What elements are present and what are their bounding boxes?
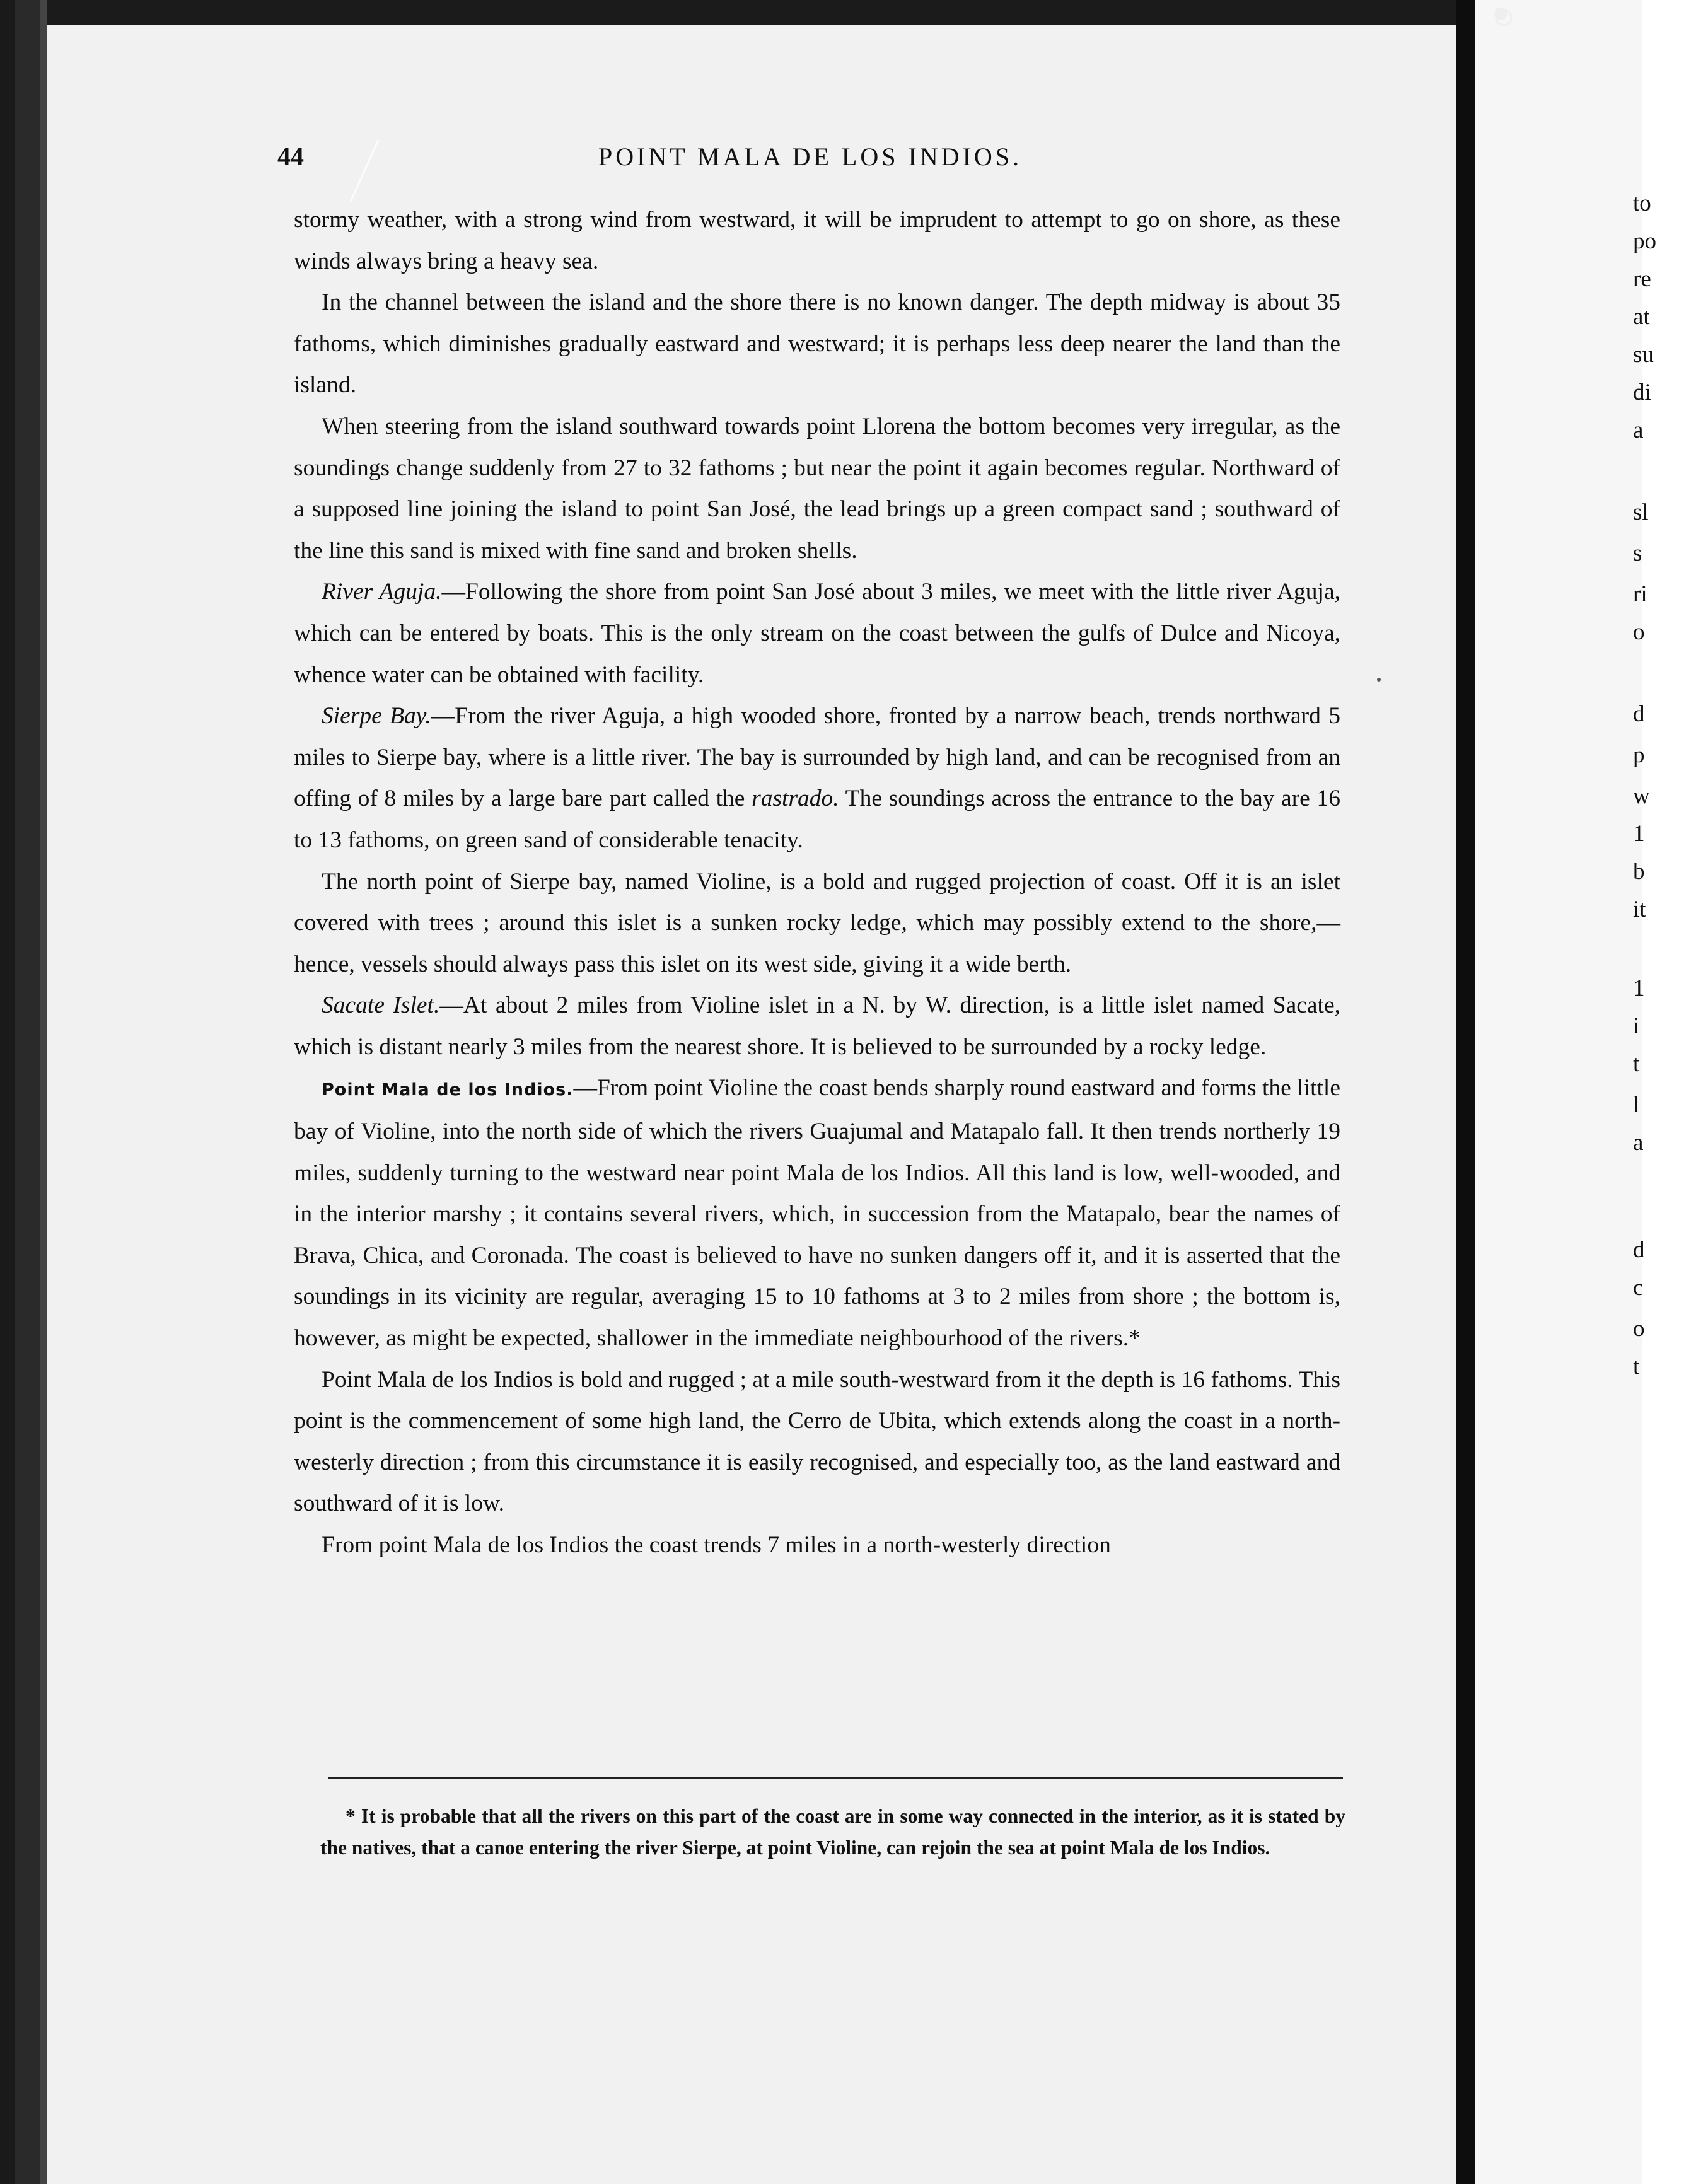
next-page-fragment: i (1633, 1013, 1640, 1039)
next-page-fragment: ri (1633, 581, 1647, 607)
paragraph: The north point of Sierpe bay, named Violine, is a bold and rugged projection of coast. Off it is an islet covered with trees ; around this islet is a sunken rocky ledge, which may possibly extend to the shore,—hence, vessels should always pass this islet on its west side, giving it a wide berth. (294, 868, 1340, 977)
next-page-fragment: a (1633, 1130, 1644, 1156)
section-heading-bold: Point Mala de los Indios. (322, 1080, 574, 1100)
next-page-fragment: at (1633, 304, 1650, 330)
section-heading: Sierpe Bay. (322, 703, 431, 729)
page-number: 44 (277, 142, 304, 171)
paragraph: stormy weather, with a strong wind from westward, it will be imprudent to attempt to go on shore, as these winds always bring a heavy sea. (294, 207, 1340, 274)
scan-border-top (47, 0, 1456, 25)
next-page-fragment: re (1633, 266, 1651, 292)
next-page-fragment: l (1633, 1092, 1640, 1118)
next-page-fragment: 1 (1633, 975, 1645, 1001)
paragraph: Point Mala de los Indios is bold and rugged ; at a mile south-westward from it the depth is 16 fathoms. This point is the commencement of some high land, the Cerro de Ubita, which extends along the coast in a north-westerly direction ; from this circumstance it is easily recognised, and especially too, as the land eastward and southward of it is low. (294, 1366, 1340, 1517)
paragraph: Sierpe Bay.—From the river Aguja, a high wooded shore, fronted by a narrow beach, trends northward 5 miles to Sierpe bay, where is a little river. The bay is surrounded by high land, and can be recognised from an offing of 8 miles by a large bare part called the rastrado. The soundings across the entrance to the bay are 16 to 13 fathoms, on green sand of considerable tenacity. (294, 703, 1340, 853)
scan-border-left (0, 0, 15, 2184)
next-page-fragment: it (1633, 897, 1646, 922)
footnote-rule (328, 1777, 1343, 1779)
paragraph: River Aguja.—Following the shore from point San José about 3 miles, we meet with the little river Aguja, which can be entered by boats. This is the only stream on the coast between the gulfs of Dulce and Nicoya, whence water can be obtained with facility. (294, 579, 1340, 688)
next-page-fragment: c (1633, 1275, 1644, 1301)
footnote: * It is probable that all the rivers on this part of the coast are in some way connected in the interior, as it is stated by the natives, that a canoe entering the river Sierpe, at point Violine, can rejoin the sea at point Mala de los Indios. (320, 1805, 1345, 1859)
next-page-fragment: p (1633, 742, 1645, 768)
paragraph: Point Mala de los Indios.—From point Violine the coast bends sharply round eastward and forms the little bay of Violine, into the north side of which the rivers Guajumal and Matapalo fall. It then trends northerly 19 miles, suddenly turning to the westward near point Mala de los Indios. All this land is low, well-wooded, and in the interior marshy ; it contains several rivers, which, in succession from the Matapalo, bear the names of Brava, Chica, and Coronada. The coast is believed to have no sunken dangers off it, and it is asserted that the soundings in its vicinity are regular, averaging 15 to 10 fathoms at 3 to 2 miles from shore ; the bottom is, however, as might be expected, shallower in the immediate neighbourhood of the rivers.* (294, 1075, 1340, 1352)
next-page-fragment: su (1633, 342, 1654, 368)
body-text (294, 199, 1340, 1566)
scan-edge-shadow (40, 0, 47, 2184)
next-page-fragment: w (1633, 783, 1650, 809)
next-page-fragment: di (1633, 380, 1651, 405)
book-gutter (1456, 0, 1475, 2184)
paragraph: When steering from the island southward towards point Llorena the bottom becomes very irregular, as the soundings change suddenly from 27 to 32 fathoms ; but near the point it again becomes regular. Northward of a supposed line joining the island to point San José, the lead brings up a green compact sand ; southward of the line this sand is mixed with fine sand and broken shells. (294, 413, 1340, 564)
paragraph: From point Mala de los Indios the coast trends 7 miles in a north-westerly direction (322, 1532, 1111, 1558)
next-page-fragment: t (1633, 1354, 1640, 1380)
next-page-fragment: to (1633, 190, 1651, 216)
next-page-fragment: b (1633, 859, 1645, 885)
next-page-fragment: 1 (1633, 821, 1645, 847)
scan-border-left-inner (15, 0, 40, 2184)
next-page-fragment: o (1633, 619, 1645, 645)
next-page-fragment: t (1633, 1051, 1640, 1077)
next-page-fragment: s (1633, 540, 1642, 566)
next-page-fragment: o (1633, 1316, 1645, 1342)
next-page-fragment: po (1633, 228, 1656, 254)
next-page-fragment: d (1633, 701, 1645, 727)
running-head: POINT MALA DE LOS INDIOS. (598, 142, 1023, 171)
next-page-strip (1475, 0, 1642, 2184)
italic-term: rastrado. (752, 786, 839, 812)
page-header (277, 142, 1343, 180)
next-page-fragment: d (1633, 1237, 1645, 1263)
section-heading: Sacate Islet. (322, 992, 440, 1019)
next-page-fragment: sl (1633, 499, 1649, 525)
paragraph: Sacate Islet.—At about 2 miles from Violine islet in a N. by W. direction, is a little islet named Sacate, which is distant nearly 3 miles from the nearest shore. It is believed to be surrounded by a rocky ledge. (294, 992, 1340, 1060)
paragraph: In the channel between the island and the shore there is no known danger. The depth midway is about 35 fathoms, which diminishes gradually eastward and westward; it is perhaps less deep nearer the land than the island. (294, 289, 1340, 398)
next-page-fragment: a (1633, 417, 1644, 443)
section-heading: River Aguja. (322, 579, 442, 605)
